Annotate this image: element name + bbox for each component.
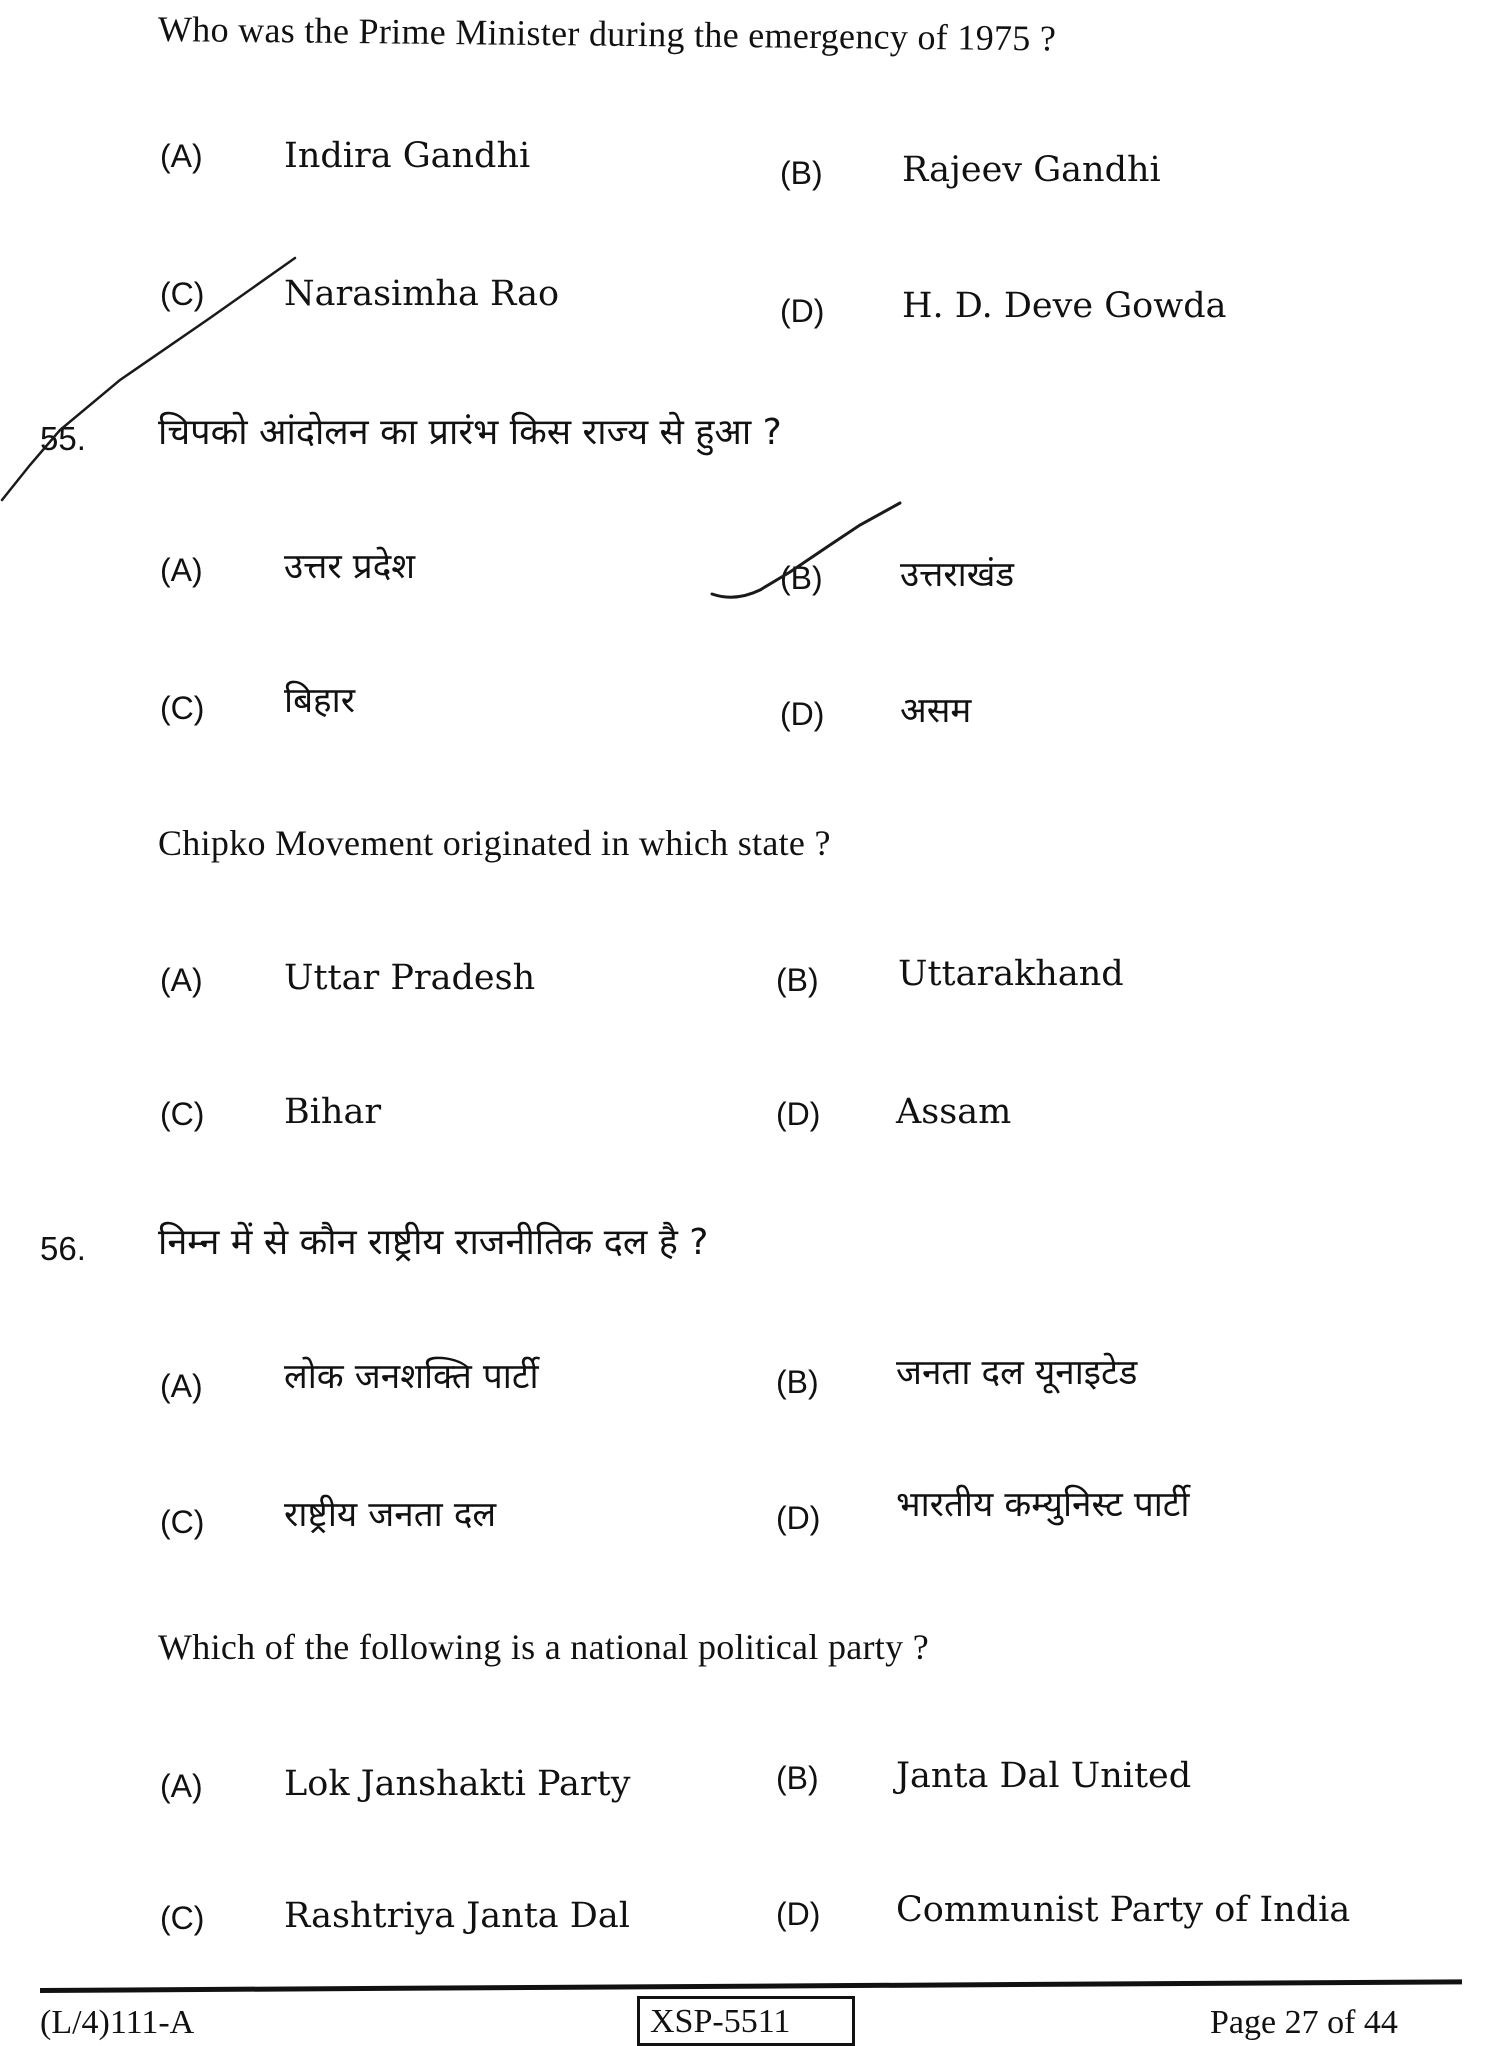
q55-hi-option-a-letter: (A) xyxy=(160,552,203,588)
q54-option-a-text: Indira Gandhi xyxy=(284,136,531,176)
question-55-text-english: Chipko Movement originated in which state ? xyxy=(158,823,831,863)
q54-option-c-text: Narasimha Rao xyxy=(284,274,560,314)
q55-en-option-b-letter: (B) xyxy=(776,962,819,998)
question-55-number: 55. xyxy=(40,420,86,457)
q54-option-b-text: Rajeev Gandhi xyxy=(902,150,1161,190)
q56-en-option-d-letter: (D) xyxy=(776,1896,821,1932)
q56-hi-option-d-letter: (D) xyxy=(776,1500,821,1536)
q55-en-option-b-text: Uttarakhand xyxy=(898,954,1124,994)
q56-hi-option-b-text: जनता दल यूनाइटेड xyxy=(896,1353,1138,1393)
footer-paper-code: (L/4)111-A xyxy=(40,2004,195,2041)
q55-hi-option-b-letter: (B) xyxy=(780,560,823,596)
question-56-text-hindi: निम्न में से कौन राष्ट्रीय राजनीतिक दल है ? xyxy=(158,1222,709,1263)
q56-en-option-c-text: Rashtriya Janta Dal xyxy=(284,1896,630,1936)
q56-hi-option-a-letter: (A) xyxy=(160,1368,203,1404)
q56-hi-option-a-text: लोक जनशक्ति पार्टी xyxy=(284,1357,539,1397)
q56-en-option-d-text: Communist Party of India xyxy=(896,1890,1351,1930)
q55-hi-option-b-text: उत्तराखंड xyxy=(900,555,1015,595)
q54-option-a-letter: (A) xyxy=(160,138,203,174)
q55-hi-option-a-text: उत्तर प्रदेश xyxy=(284,547,416,587)
pen-strike-icon xyxy=(2,258,295,500)
question-54-text-english: Who was the Prime Minister during the emergency of 1975 ? xyxy=(157,9,1057,59)
q54-option-b-letter: (B) xyxy=(780,155,823,191)
q55-hi-option-c-letter: (C) xyxy=(160,690,205,726)
q55-en-option-a-letter: (A) xyxy=(160,962,203,998)
q55-en-option-d-text: Assam xyxy=(896,1092,1012,1132)
footer-page-number: Page 27 of 44 xyxy=(1210,2004,1398,2041)
q54-option-d-text: H. D. Deve Gowda xyxy=(902,286,1227,326)
q54-option-c-letter: (C) xyxy=(160,276,205,312)
q55-hi-option-d-letter: (D) xyxy=(780,696,825,732)
q56-hi-option-c-text: राष्ट्रीय जनता दल xyxy=(284,1495,497,1535)
q55-en-option-c-letter: (C) xyxy=(160,1096,205,1132)
question-55-text-hindi: चिपको आंदोलन का प्रारंभ किस राज्य से हुआ ? xyxy=(158,412,782,453)
q56-hi-option-b-letter: (B) xyxy=(776,1364,819,1400)
q56-en-option-a-text: Lok Janshakti Party xyxy=(284,1764,631,1804)
footer-divider xyxy=(40,1979,1462,1993)
q55-en-option-a-text: Uttar Pradesh xyxy=(284,958,536,998)
q55-hi-option-c-text: बिहार xyxy=(284,681,356,721)
question-56-number: 56. xyxy=(40,1230,86,1267)
q55-en-option-d-letter: (D) xyxy=(776,1096,821,1132)
footer-series-code: XSP-5511 xyxy=(637,1996,855,2046)
q56-en-option-a-letter: (A) xyxy=(160,1768,203,1804)
q55-hi-option-d-text: असम xyxy=(900,691,972,731)
q56-en-option-b-letter: (B) xyxy=(776,1760,819,1796)
q56-en-option-c-letter: (C) xyxy=(160,1900,205,1936)
q56-hi-option-c-letter: (C) xyxy=(160,1504,205,1540)
question-56-text-english: Which of the following is a national political party ? xyxy=(158,1627,929,1667)
q54-option-d-letter: (D) xyxy=(780,293,825,329)
q56-hi-option-d-text: भारतीय कम्युनिस्ट पार्टी xyxy=(896,1485,1190,1525)
q56-en-option-b-text: Janta Dal United xyxy=(896,1756,1192,1796)
q55-en-option-c-text: Bihar xyxy=(284,1092,382,1132)
